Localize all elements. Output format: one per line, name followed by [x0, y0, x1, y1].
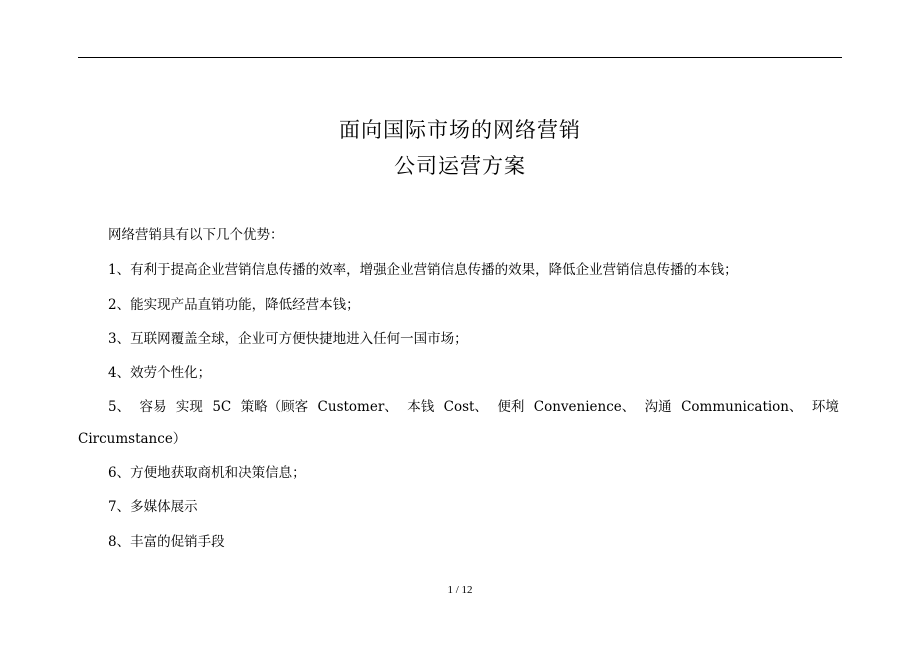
- list-item-5-line1: [108, 401, 839, 415]
- list-item-5-token: Communication、: [681, 399, 803, 415]
- document-subtitle: 公司运营方案: [394, 154, 526, 178]
- list-item: 1、有利于提高企业营销信息传播的效率，增强企业营销信息传播的效果，降低企业营销信息传播的本钱；: [108, 262, 738, 278]
- list-item-5-token: Customer、: [317, 399, 398, 415]
- list-item: 7、多媒体展示: [108, 499, 198, 515]
- document-title: 面向国际市场的网络营销: [339, 118, 581, 142]
- list-item-5-token: Convenience、: [533, 399, 636, 415]
- list-item-5-token: 本钱: [407, 399, 435, 415]
- list-item: 2、能实现产品直销功能，降低经营本钱；: [108, 297, 360, 313]
- page-number: 1 / 12: [447, 584, 473, 596]
- list-item-5-token: 5C: [212, 399, 232, 415]
- list-item: 4、效劳个性化；: [108, 365, 212, 381]
- list-item: 8、丰富的促销手段: [108, 534, 225, 550]
- list-item-5-token: 5、: [108, 399, 131, 415]
- list-item-5-token: 实现: [175, 399, 203, 415]
- list-item-5-token: 容易: [139, 399, 167, 415]
- list-item-5-token: 策略（顾客: [240, 399, 309, 415]
- list-item-5-token: 沟通: [644, 399, 672, 415]
- list-item: 3、互联网覆盖全球，企业可方便快捷地进入任何一国市场；: [108, 331, 468, 347]
- list-item-5-token: Cost、: [443, 399, 488, 415]
- intro-paragraph: 网络营销具有以下几个优势：: [108, 227, 284, 243]
- list-item: 6、方便地获取商机和决策信息；: [108, 465, 306, 481]
- header-rule: [78, 57, 842, 58]
- list-item-5-token: 便利: [497, 399, 525, 415]
- list-item-5-line2: Circumstance）: [78, 431, 187, 447]
- list-item-5-token: 环境: [811, 399, 839, 415]
